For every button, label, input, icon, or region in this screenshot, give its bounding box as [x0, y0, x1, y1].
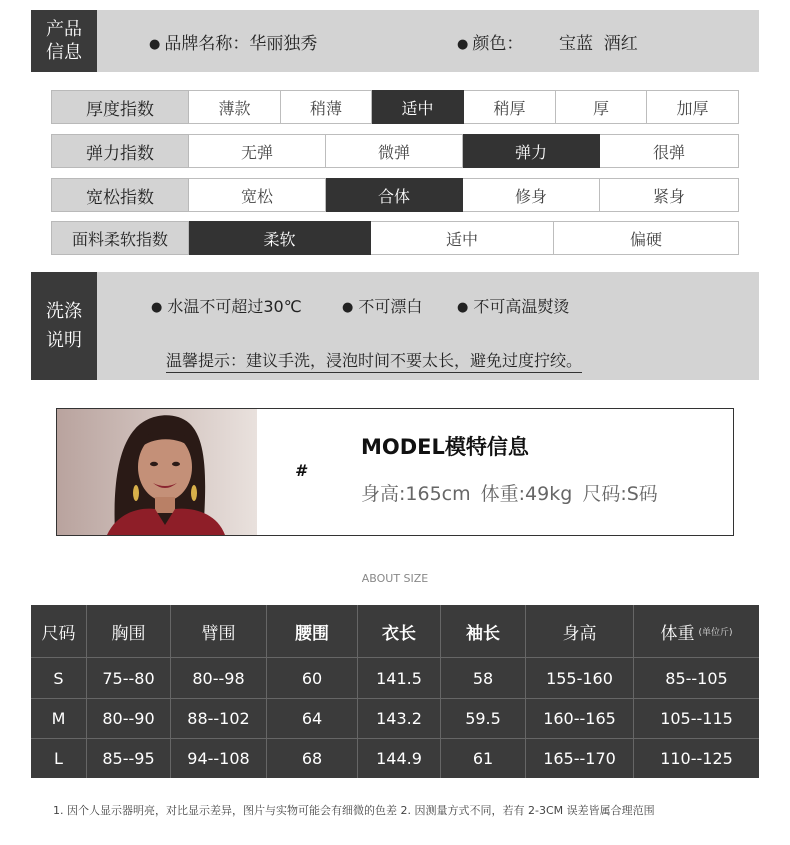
cell: 105--115 [660, 709, 733, 728]
fit-index-label: 宽松指数 [51, 178, 189, 212]
fit-option: 紧身 [600, 178, 739, 212]
cell: 141.5 [358, 658, 441, 698]
header-weight [634, 605, 759, 657]
cell: 59.5 [441, 699, 526, 738]
wash-item: ● 不可漂白 [342, 294, 422, 317]
wash-item: ● 水温不可超过30℃ [151, 294, 302, 317]
thickness-index-label: 厚度指数 [51, 90, 189, 124]
cell: S [31, 658, 87, 698]
thickness-option-selected: 适中 [372, 90, 464, 124]
header-sleeve: 袖长 [441, 605, 526, 657]
product-info-label-line1: 产品 [46, 19, 82, 40]
thickness-option: 稍厚 [464, 90, 556, 124]
wash-tip: 温馨提示：建议手洗，浸泡时间不要太长，避免过度拧绞。 [166, 348, 582, 373]
size-table-header [31, 605, 759, 657]
cell: M [31, 699, 87, 738]
cell: 160--165 [526, 699, 634, 738]
fit-option: 修身 [463, 178, 600, 212]
cell: 61 [441, 739, 526, 778]
header-size: 尺码 [31, 605, 87, 657]
model-info-box [56, 408, 734, 536]
softness-option-selected: 柔软 [189, 221, 371, 255]
about-size-heading: ABOUT SIZE [361, 572, 429, 585]
cell: 88--102 [171, 699, 267, 738]
model-photo [57, 409, 257, 535]
cell: 143.2 [358, 699, 441, 738]
product-info-bar [31, 10, 759, 72]
color-values: 宝蓝 酒红 [559, 34, 638, 54]
cell: 60 [267, 658, 358, 698]
softness-option: 偏硬 [554, 221, 739, 255]
cell: 110--125 [660, 749, 733, 768]
cell: 165--170 [526, 739, 634, 778]
model-info-title: MODEL模特信息 [361, 435, 529, 459]
cell: 85--105 [665, 668, 728, 688]
table-row [31, 658, 759, 698]
wash-instructions-bar [31, 272, 759, 380]
thickness-option: 薄款 [189, 90, 281, 124]
thickness-option: 厚 [556, 90, 647, 124]
header-height: 身高 [526, 605, 634, 657]
thickness-option: 稍薄 [281, 90, 372, 124]
cell: 80--90 [87, 699, 171, 738]
elasticity-option: 很弹 [600, 134, 739, 168]
model-stats: 身高:165cm 体重:49kg 尺码:S码 [361, 483, 658, 505]
cell: 68 [267, 739, 358, 778]
size-table [31, 605, 759, 778]
wash-label-line2: 说明 [46, 330, 82, 351]
fit-option: 宽松 [189, 178, 326, 212]
fit-index-row [51, 178, 739, 212]
softness-index-row [51, 221, 739, 255]
elasticity-option: 微弹 [326, 134, 463, 168]
softness-index-label: 面料柔软指数 [51, 221, 189, 255]
elasticity-index-row [51, 134, 739, 168]
thickness-option: 加厚 [647, 90, 739, 124]
header-arm: 臂围 [171, 605, 267, 657]
header-bust: 胸围 [87, 605, 171, 657]
thickness-index-row [51, 90, 739, 124]
table-row [31, 699, 759, 738]
wash-label [31, 272, 97, 380]
table-row [31, 739, 759, 778]
elasticity-option: 无弹 [189, 134, 326, 168]
product-info-label [31, 10, 97, 72]
fit-option-selected: 合体 [326, 178, 463, 212]
cell: 80--98 [171, 658, 267, 698]
wash-label-line1: 洗涤 [46, 301, 82, 322]
cell: 75--80 [87, 658, 171, 698]
brand-name: ● 品牌名称：华丽独秀 [149, 29, 317, 54]
footnote: 1. 因个人显示器明亮，对比显示差异，图片与实物可能会有细微的色差 2. 因测量方式不同，若有 2-3CM 误差皆属合理范围 [53, 804, 655, 817]
hash-mark: # [295, 461, 307, 480]
cell: 58 [441, 658, 526, 698]
elasticity-index-label: 弹力指数 [51, 134, 189, 168]
cell: 94--108 [171, 739, 267, 778]
color-label: ● 颜色： [457, 29, 523, 54]
header-waist: 腰围 [267, 605, 358, 657]
product-info-label-line2: 信息 [46, 42, 82, 63]
cell: 155-160 [526, 658, 634, 698]
header-length: 衣长 [358, 605, 441, 657]
elasticity-option-selected: 弹力 [463, 134, 600, 168]
softness-option: 适中 [371, 221, 554, 255]
cell: L [31, 739, 87, 778]
wash-item: ● 不可高温熨烫 [457, 294, 569, 317]
cell: 144.9 [358, 739, 441, 778]
weight-unit: (单位斤) [698, 627, 733, 638]
cell: 64 [267, 699, 358, 738]
header-weight-label: 体重 [660, 623, 695, 644]
cell: 85--95 [87, 739, 171, 778]
